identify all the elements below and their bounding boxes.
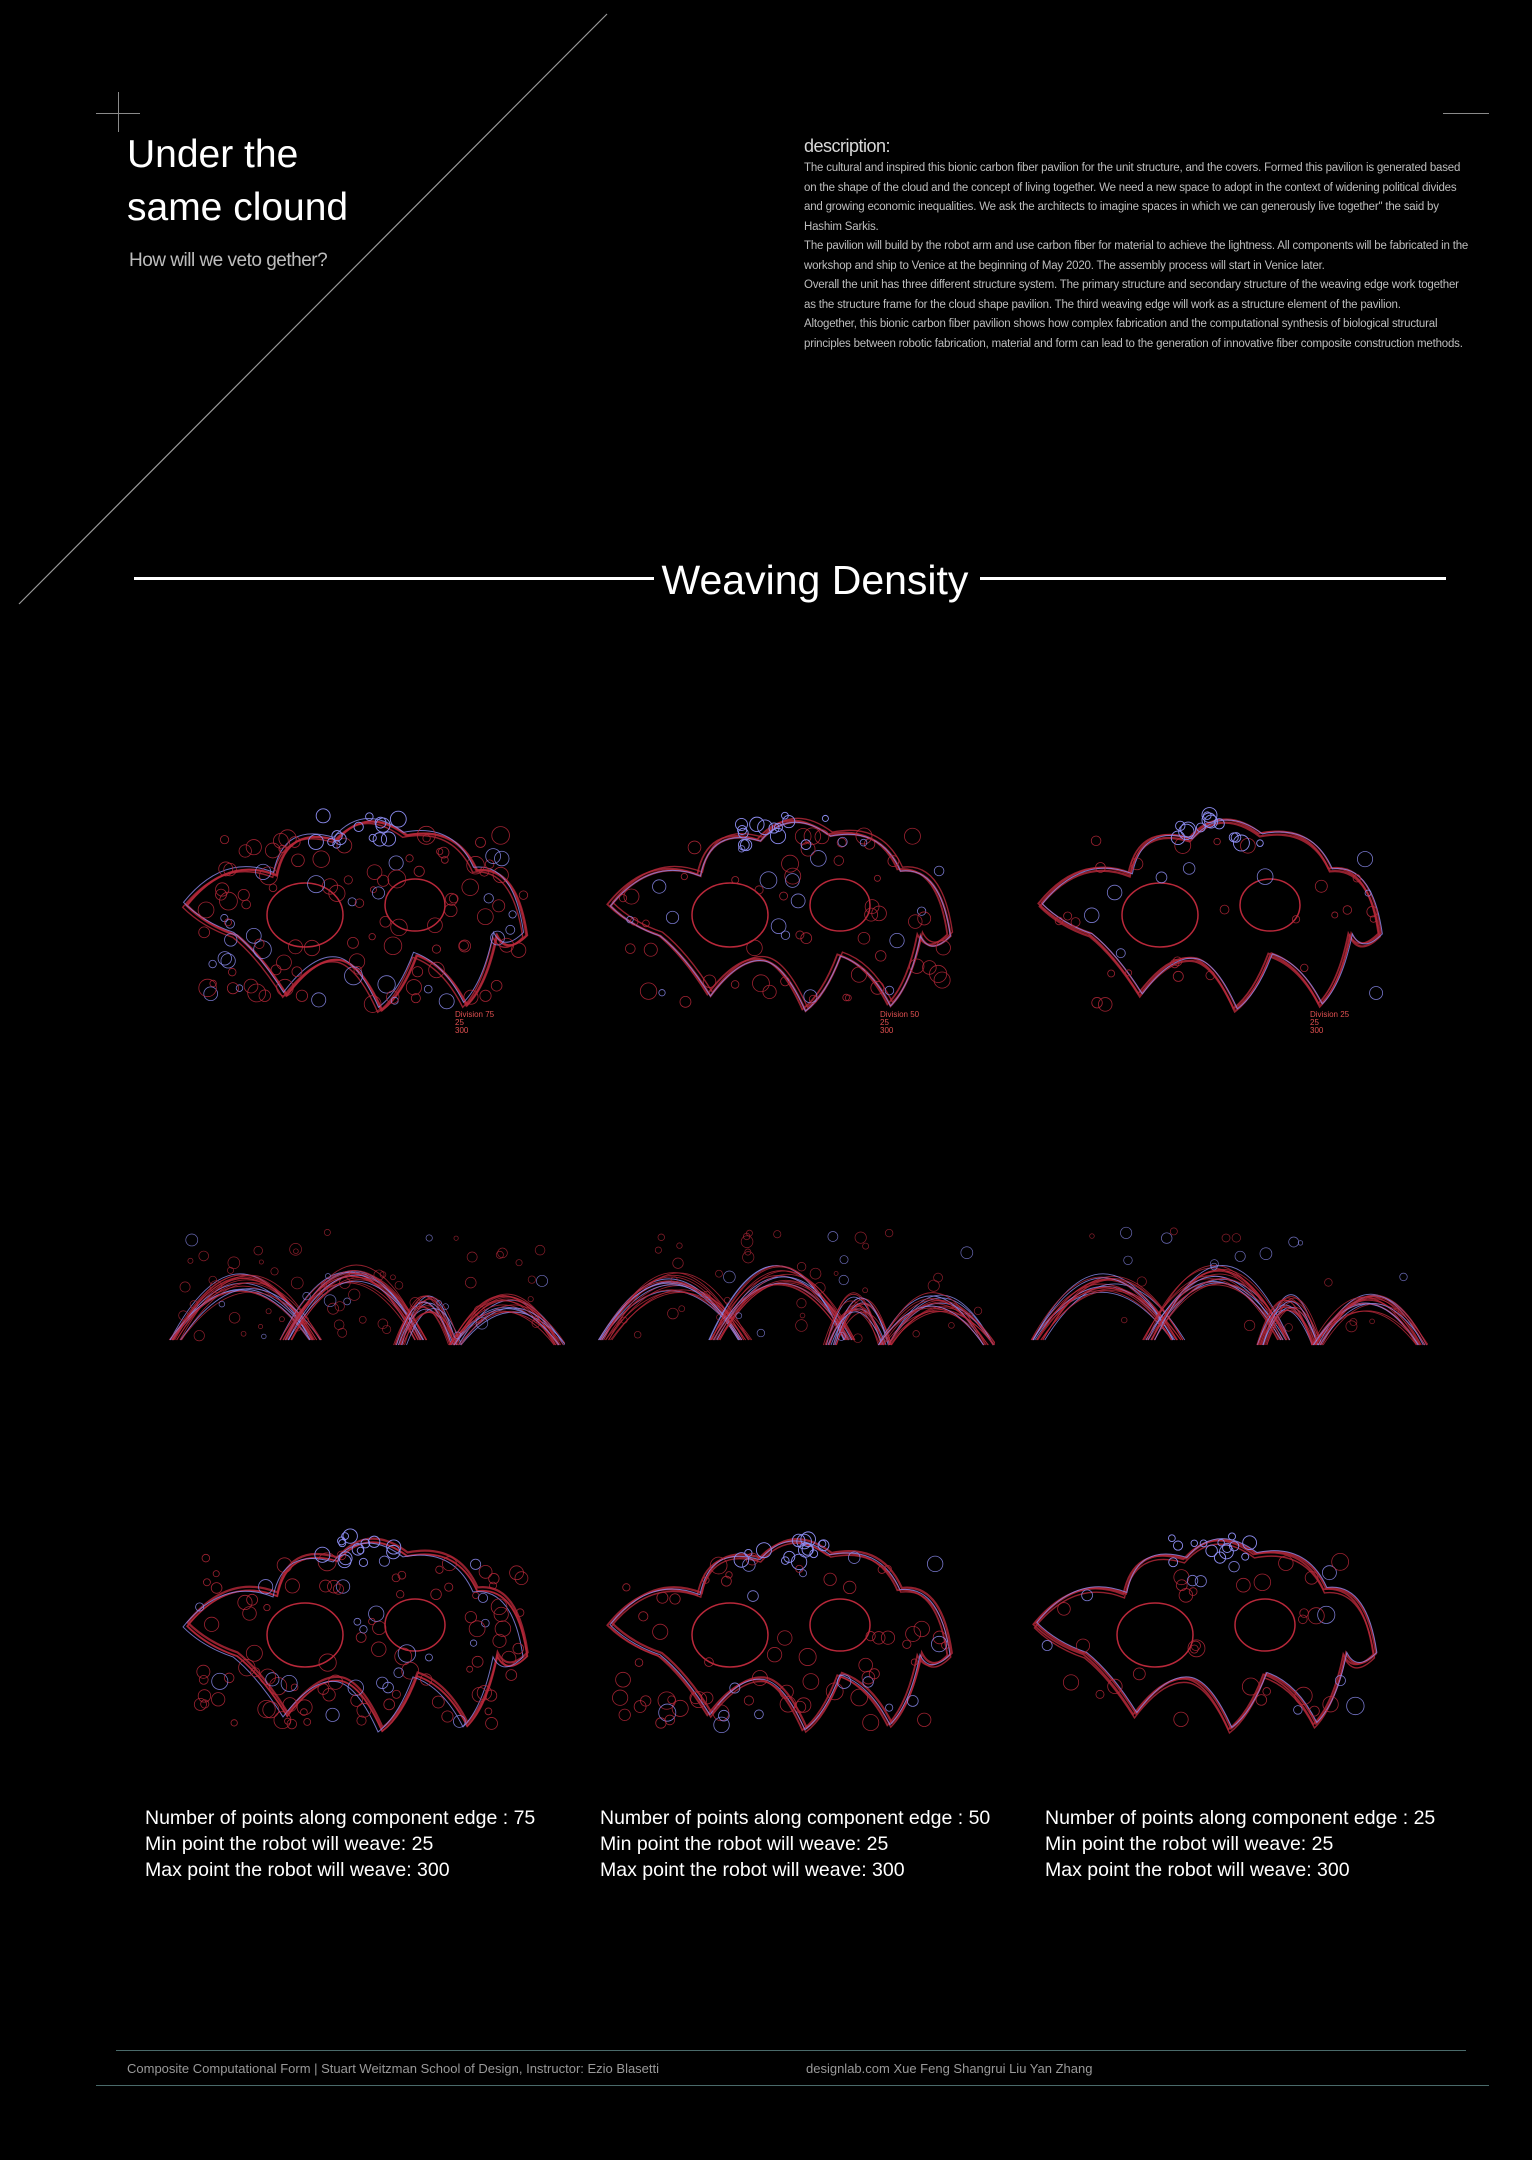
pavilion-drawing bbox=[595, 1190, 995, 1350]
density-label: Division 25 25 300 bbox=[1310, 1010, 1350, 1035]
footer-rule-bottom bbox=[96, 2085, 1489, 2086]
footer-rule-top bbox=[116, 2050, 1466, 2051]
pavilion-drawing bbox=[1020, 795, 1420, 1055]
pavilion-drawing bbox=[165, 795, 565, 1055]
edge-points-text: Number of points along component edge : 25 bbox=[1045, 1807, 1436, 1829]
footer-authors: designlab.com Xue Feng Shangrui Liu Yan Zhang bbox=[806, 2061, 1093, 2076]
crop-mark-left-v bbox=[118, 92, 119, 132]
description-paragraph: The cultural and inspired this bionic carbon fiber pavilion for the unit structure, and the covers. Formed this pavilion is generated based on the shape of the cloud and the concept of living together. We need a new space to adopt in the context of widening political divides and growing economic inequalities. We ask the architects to imagine spaces in which we can generously live together" the said by Hashim Sarkis. bbox=[804, 162, 1461, 233]
description-paragraph: Altogether, this bionic carbon fiber pavilion shows how complex fabrication and the computational synthesis of biological structural principles between robotic fabrication, material and form can lead to the generation of innovative fiber composite construction methods. bbox=[804, 318, 1463, 350]
min-points-text: Min point the robot will weave: 25 bbox=[1045, 1833, 1334, 1855]
pavilion-diagram bbox=[1028, 1190, 1428, 1450]
pavilion-diagram bbox=[165, 1515, 565, 1775]
pavilion-drawing bbox=[1015, 1515, 1415, 1775]
pavilion-diagram bbox=[595, 1190, 995, 1450]
section-title: Weaving Density bbox=[661, 557, 969, 603]
edge-points-text: Number of points along component edge : 50 bbox=[600, 1807, 991, 1829]
title-line-2: same clound bbox=[127, 186, 349, 229]
pavilion-drawing bbox=[165, 1190, 565, 1350]
density-label: Division 75 25 300 bbox=[455, 1010, 495, 1035]
crop-mark-right-h bbox=[1443, 113, 1489, 114]
parameter-caption bbox=[600, 1805, 990, 1883]
density-label: Division 50 25 300 bbox=[880, 1010, 920, 1035]
description-block bbox=[804, 136, 1472, 354]
parameter-caption bbox=[1045, 1805, 1435, 1883]
section-rule-right bbox=[980, 577, 1446, 580]
pavilion-diagram bbox=[1020, 795, 1420, 1055]
section-rule-left bbox=[134, 577, 654, 580]
pavilion-drawing bbox=[590, 795, 990, 1055]
pavilion-diagram bbox=[165, 1190, 565, 1450]
min-points-text: Min point the robot will weave: 25 bbox=[145, 1833, 434, 1855]
title-line-1: Under the bbox=[127, 133, 299, 176]
parameter-caption bbox=[145, 1805, 535, 1883]
max-points-text: Max point the robot will weave: 300 bbox=[145, 1859, 450, 1881]
pavilion-drawing bbox=[1028, 1190, 1428, 1350]
pavilion-drawing bbox=[165, 1515, 565, 1775]
max-points-text: Max point the robot will weave: 300 bbox=[1045, 1859, 1350, 1881]
footer-credits: Composite Computational Form | Stuart Weitzman School of Design, Instructor: Ezio Blasetti bbox=[127, 2061, 660, 2076]
pavilion-diagram bbox=[1015, 1515, 1415, 1775]
page-subtitle: How will we veto gether? bbox=[129, 250, 328, 271]
pavilion-diagram bbox=[590, 1515, 990, 1775]
edge-points-text: Number of points along component edge : 75 bbox=[145, 1807, 536, 1829]
pavilion-diagram bbox=[590, 795, 990, 1055]
pavilion-diagram bbox=[165, 795, 565, 1055]
description-paragraph: The pavilion will build by the robot arm and use carbon fiber for material to achieve the lightness. All components will be fabricated in the workshop and ship to Venice at the beginning of May 2020. The assembly process will start in Venice later. bbox=[804, 240, 1469, 272]
page-title bbox=[127, 128, 348, 234]
description-paragraph: Overall the unit has three different structure system. The primary structure and secondary structure of the weaving edge work together as the structure frame for the cloud shape pavilion. The third weaving edge will work as a structure element of the pavilion. bbox=[804, 279, 1459, 311]
pavilion-drawing bbox=[590, 1515, 990, 1775]
max-points-text: Max point the robot will weave: 300 bbox=[600, 1859, 905, 1881]
description-heading: description: bbox=[804, 136, 891, 156]
min-points-text: Min point the robot will weave: 25 bbox=[600, 1833, 889, 1855]
